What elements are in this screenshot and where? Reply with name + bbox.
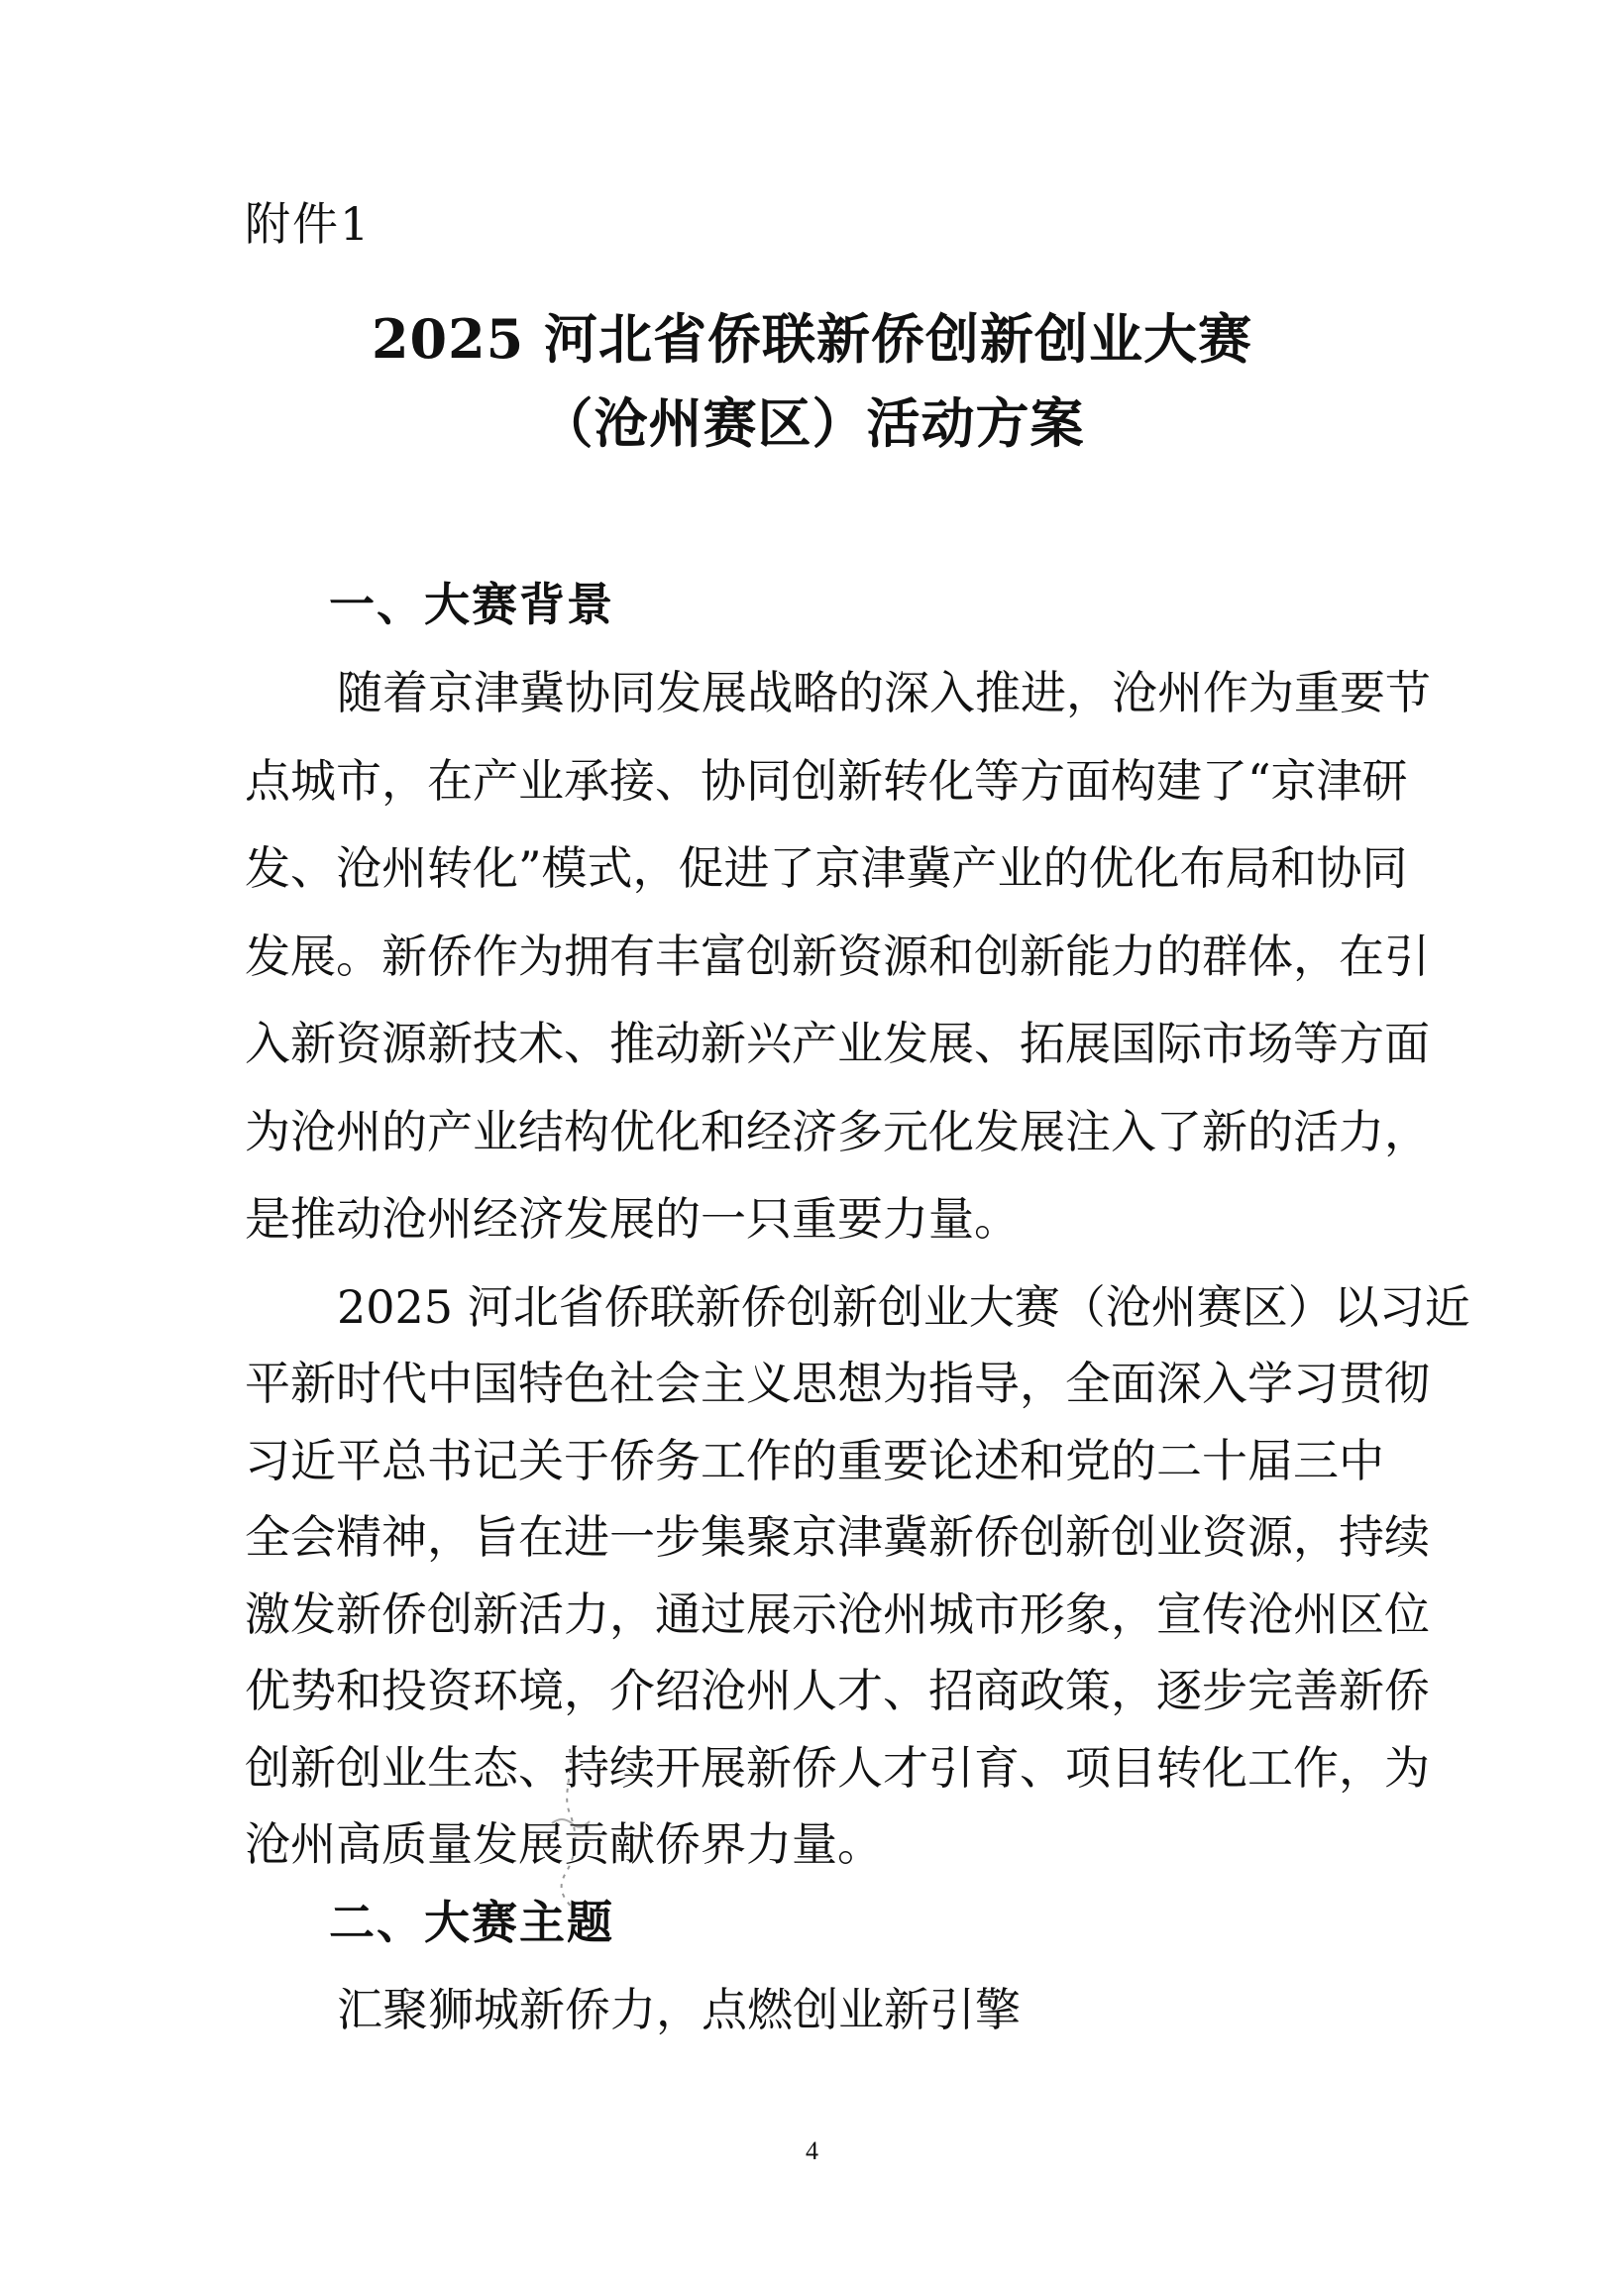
theme-text: 汇聚狮城新侨力，点燃创业新引擎 xyxy=(337,1983,1021,2036)
paragraph-line: 平新时代中国特色社会主义思想为指导，全面深入学习贯彻 xyxy=(245,1357,1430,1410)
paragraph-line: 入新资源新技术、推动新兴产业发展、拓展国际市场等方面 xyxy=(245,1017,1430,1070)
paragraph-line: 全会精神，旨在进一步集聚京津冀新侨创新创业资源，持续 xyxy=(245,1510,1430,1564)
paragraph-line: 为沧州的产业结构优化和经济多元化发展注入了新的活力， xyxy=(245,1105,1430,1158)
paragraph-line: 是推动沧州经济发展的一只重要力量。 xyxy=(245,1192,1020,1246)
paragraph-line: 点城市，在产业承接、协同创新转化等方面构建了“京津研 xyxy=(245,754,1408,808)
paragraph-line: 优势和投资环境，介绍沧州人才、招商政策，逐步完善新侨 xyxy=(245,1664,1430,1717)
document-title-line-2: （沧州赛区）活动方案 xyxy=(539,391,1085,455)
attachment-label: 附件1 xyxy=(245,197,372,251)
paragraph-line: 习近平总书记关于侨务工作的重要论述和党的二十届三中 xyxy=(245,1434,1384,1487)
paragraph-line: 2025 河北省侨联新侨创新创业大赛（沧州赛区）以习近 xyxy=(337,1280,1470,1334)
paragraph-line: 激发新侨创新活力，通过展示沧州城市形象，宣传沧州区位 xyxy=(245,1587,1430,1641)
document-title-line-1: 2025 河北省侨联新侨创新创业大赛 xyxy=(371,307,1253,371)
section-heading-theme: 二、大赛主题 xyxy=(329,1896,614,1949)
paragraph-line: 发、沧州转化”模式，促进了京津冀产业的优化布局和协同 xyxy=(245,841,1408,895)
paragraph-line: 沧州高质量发展贡献侨界力量。 xyxy=(245,1817,883,1871)
section-heading-background: 一、大赛背景 xyxy=(329,578,614,631)
paragraph-line: 创新创业生态、持续开展新侨人才引育、项目转化工作，为 xyxy=(245,1741,1430,1795)
paragraph-line: 随着京津冀协同发展战略的深入推进，沧州作为重要节 xyxy=(337,666,1431,719)
paragraph-line: 发展。新侨作为拥有丰富创新资源和创新能力的群体，在引 xyxy=(245,929,1430,983)
page-number: 4 xyxy=(806,2136,818,2165)
